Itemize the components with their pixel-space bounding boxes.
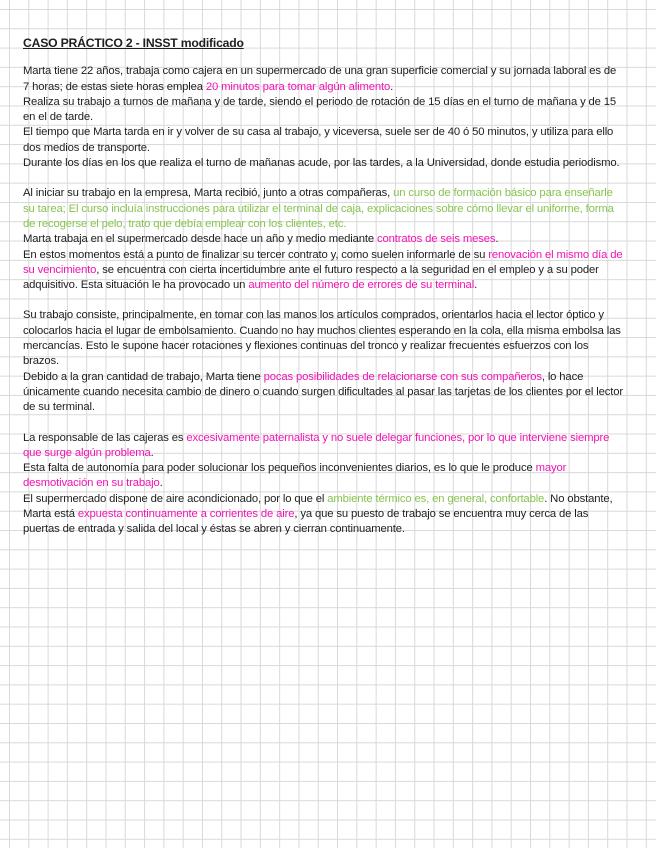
body-text: , ya que su puesto de trabajo se encuentra muy cerca de las puertas de entrada y salida del local y éstas se abren y cierran continuamente. [23, 508, 589, 536]
body-text: En estos momentos está a punto de finalizar su tercer contrato y, como suelen informarle de su [23, 248, 489, 261]
body-text: . [150, 446, 154, 459]
body-text: . No obstante, Marta está [23, 492, 613, 521]
pink-highlight-text: 20 minutos para tomar algún alimento [205, 80, 391, 93]
body-text: Esta falta de autonomía para poder solucionar los pequeños inconvenientes diarios, es lo que le produce [23, 462, 536, 475]
green-highlight-text: ambiente térmico es, en general, confortable [327, 492, 545, 505]
body-text: , se encuentra con cierta incertidumbre ante el futuro respecto a la seguridad en el empleo y a su poder adquisitivo. Esta situación le ha provocado un [23, 263, 599, 292]
pink-highlight-text: contratos de seis meses [377, 233, 496, 246]
body-text: . [474, 279, 478, 292]
pink-highlight-text: renovación el mismo día de su vencimiento [23, 248, 623, 276]
body-text: Marta tiene 22 años, trabaja como cajera en un supermercado de una gran superficie comercial y su jornada laboral es de 7 horas; de estas siete horas emplea [23, 65, 617, 93]
pink-highlight-text: aumento del número de errores de su terminal [248, 279, 475, 292]
body-text: Realiza su trabajo a turnos de mañana y de tarde, siendo el periodo de rotación de 15 días en el turno de mañana y de 15 en el de tarde. [23, 95, 617, 124]
body-text: , lo hace únicamente cuando necesita cambio de dinero o cuando surgen dificultades al pasar las tarjetas de los clientes por el lector de su terminal. [23, 370, 623, 414]
document-paragraphs [23, 64, 623, 537]
pink-highlight-text: expuesta continuamente a corrientes de aire [77, 508, 295, 521]
body-text: . [390, 80, 394, 93]
pink-highlight-text: mayor desmotivación en su trabajo [23, 462, 567, 490]
document-body [23, 36, 623, 553]
body-text: Marta trabaja en el supermercado desde hace un año y medio mediante [23, 233, 378, 246]
pink-highlight-text: excesivamente paternalista y no suele delegar funciones, por lo que interviene siempre que surge algún problema [23, 431, 610, 459]
document-title: CASO PRÁCTICO 2 - INSST modificado [23, 36, 244, 50]
body-text: La responsable de las cajeras es [23, 431, 187, 444]
body-text: Al iniciar su trabajo en la empresa, Marta recibió, junto a otras compañeras, [23, 187, 394, 200]
body-text: Debido a la gran cantidad de trabajo, Marta tiene [23, 370, 264, 383]
paragraph [23, 64, 623, 171]
paragraph [23, 431, 623, 538]
body-text: Su trabajo consiste, principalmente, en tomar con las manos los artículos comprados, orientarlos hacia el lector óptico y colocarlos hacia el lugar de embolsamiento. Cuando no hay muchos clientes esperando en la cola, ella misma embolsa las mercancías. Esto le supone hacer rotaciones y flexiones continuas del tronco y realizar frecuentes esfuerzos con los brazos. [23, 309, 621, 368]
body-text: Durante los días en los que realiza el turno de mañanas acude, por las tardes, a la Universidad, donde estudia periodismo. [23, 157, 620, 170]
pink-highlight-text: pocas posibilidades de relacionarse con sus compañeros [263, 370, 542, 383]
body-text: El supermercado dispone de aire acondicionado, por lo que el [23, 492, 328, 505]
body-text: El tiempo que Marta tarda en ir y volver de su casa al trabajo, y viceversa, suele ser de 40 ó 50 minutos, y utiliza para ello dos medios de transporte. [23, 126, 614, 154]
paragraph [23, 308, 623, 415]
body-text: . [159, 477, 163, 490]
paragraph [23, 186, 623, 293]
green-highlight-text: un curso de formación básico para enseñarle su tarea; El curso incluía instrucciones para utilizar el terminal de caja, explicaciones sobre cómo llevar el uniforme, forma de recogerse el pelo, trato que debía emplear con los clientes, etc. [23, 187, 614, 230]
body-text: . [495, 233, 499, 246]
